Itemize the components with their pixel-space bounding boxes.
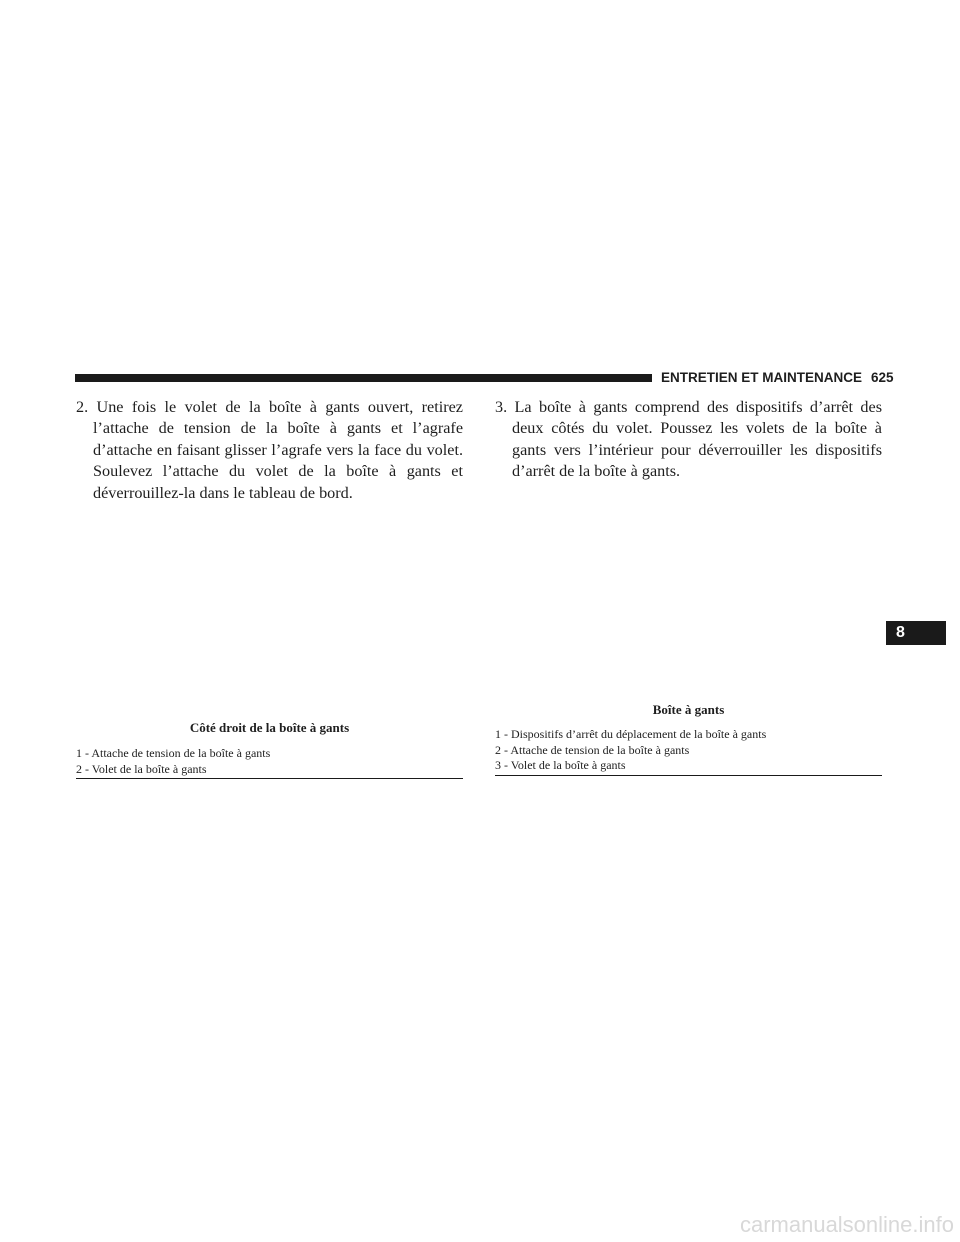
step-3-text <box>495 397 882 483</box>
legend-item: 2 - Attache de tension de la boîte à gants <box>495 742 690 757</box>
figure-caption-left: Côté droit de la boîte à gants <box>189 720 350 735</box>
figure-caption-right: Boîte à gants <box>652 702 725 717</box>
step-3-line: gants vers l’intérieur pour déverrouiller les dispositifs <box>512 440 882 459</box>
page-header <box>661 370 894 386</box>
step-3-line: 3. La boîte à gants comprend des dispositifs d’arrêt des <box>495 398 882 416</box>
chapter-number: 8 <box>896 624 905 641</box>
step-2-line: déverrouillez-la dans le tableau de bord. <box>93 483 353 502</box>
legend-item: 3 - Volet de la boîte à gants <box>495 758 626 772</box>
chapter-tab <box>886 621 946 645</box>
step-3-line: d’arrêt de la boîte à gants. <box>512 462 681 481</box>
figure-legend-right <box>495 727 882 774</box>
step-3-line: deux côtés du volet. Poussez les volets de la boîte à <box>512 419 882 438</box>
figure-divider-right <box>495 775 882 776</box>
step-2-line: 2. Une fois le volet de la boîte à gants ouvert, retirez <box>76 398 463 416</box>
legend-item: 1 - Dispositifs d’arrêt du déplacement de la boîte à gants <box>495 727 767 741</box>
step-2-line: d’attache en faisant glisser l’agrafe vers la face du volet. <box>93 440 463 459</box>
header-bar <box>75 374 652 382</box>
legend-item: 2 - Volet de la boîte à gants <box>76 761 207 776</box>
step-2-line: Soulevez l’attache du volet de la boîte à gants et <box>93 462 463 481</box>
figure-legend-left <box>76 746 463 777</box>
legend-item: 1 - Attache de tension de la boîte à gants <box>76 746 271 760</box>
section-title: ENTRETIEN ET MAINTENANCE <box>661 370 863 385</box>
step-2-text <box>76 397 463 504</box>
step-2-line: l’attache de tension de la boîte à gants et l’agrafe <box>93 419 463 438</box>
page-number: 625 <box>871 370 894 385</box>
watermark-text: carmanualsonline.info <box>739 1212 954 1237</box>
figure-divider-left <box>76 778 463 779</box>
